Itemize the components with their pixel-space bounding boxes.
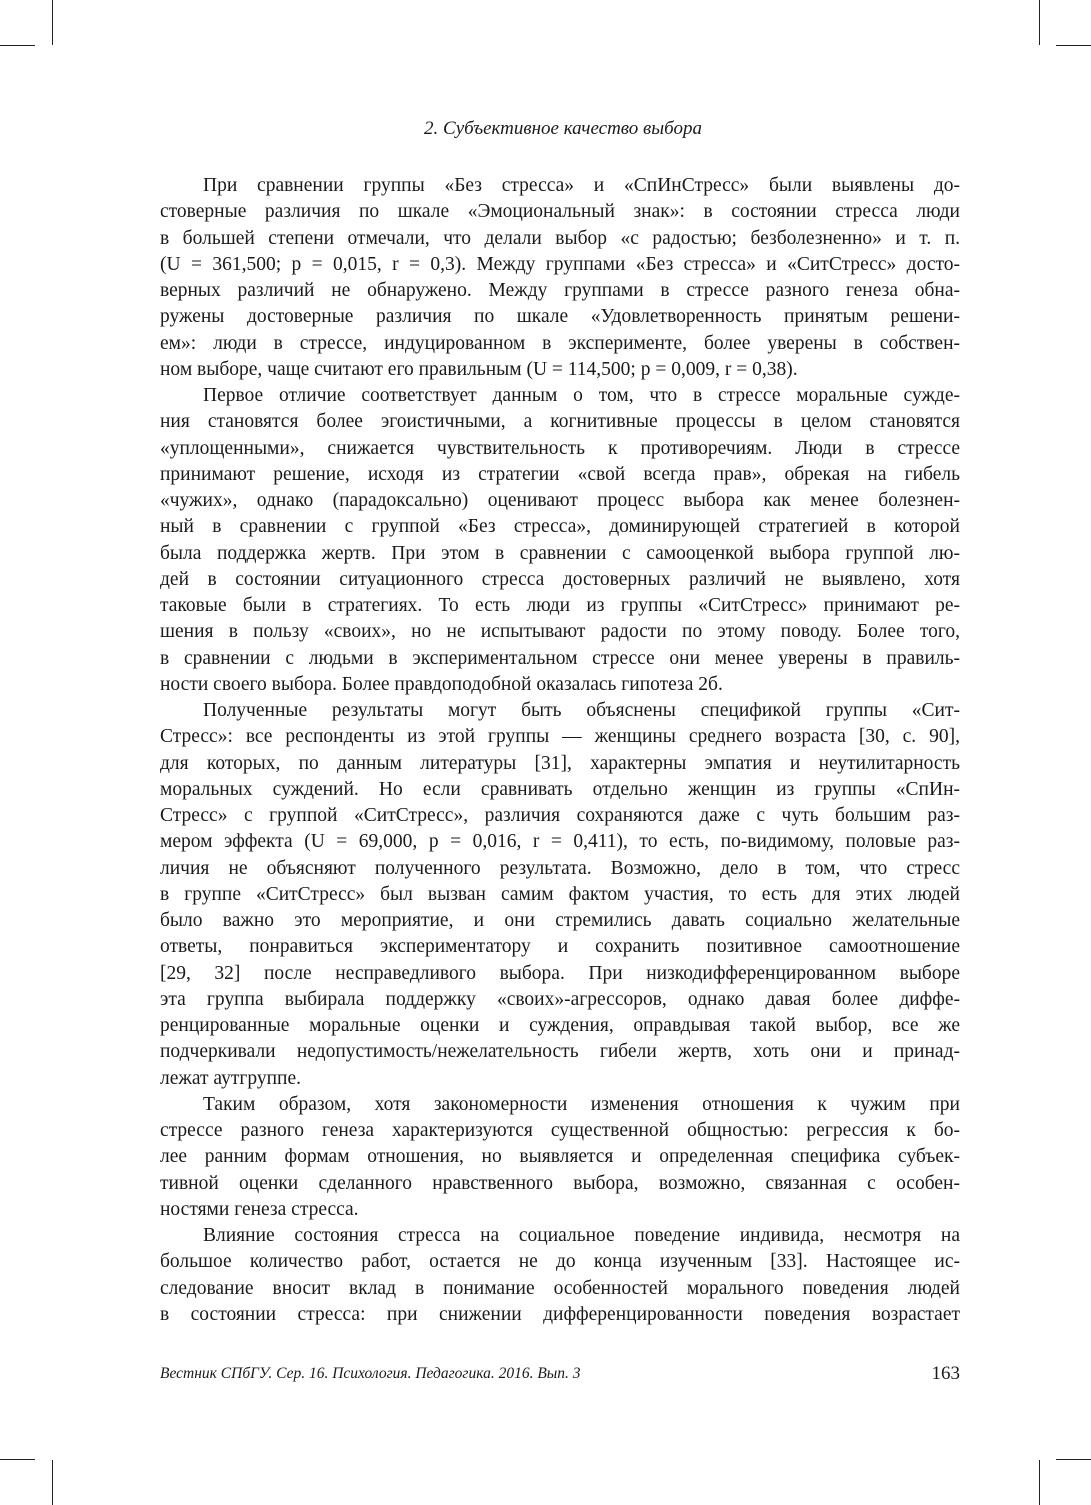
text-line: (U = 361,500; p = 0,015, r = 0,3). Между группами «Без стресса» и «СитСтресс» досто- — [160, 253, 960, 275]
text-line: ем»: люди в стрессе, индуцированном в эксперименте, более уверены в собствен- — [160, 332, 960, 354]
page-number: 163 — [931, 1363, 960, 1384]
text-line: было важно это мероприятие, и они стремились давать социально желательные — [160, 910, 960, 931]
text-line: ренцированные моральные оценки и суждения, оправдывая такой выбор, все же — [160, 1015, 960, 1036]
text-line: в сравнении с людьми в экспериментальном стрессе они менее уверены в правиль- — [160, 647, 960, 669]
crop-mark — [0, 1459, 35, 1460]
text-line: подчеркивали недопустимость/нежелательность гибели жертв, хоть они и принад- — [160, 1041, 960, 1063]
paragraph — [160, 1223, 960, 1328]
text-line: Таким образом, хотя закономерности изменения отношения к чужим при — [203, 1093, 960, 1115]
crop-mark — [1056, 1459, 1091, 1460]
paragraph — [160, 173, 960, 383]
text-line: в группе «СитСтресс» был вызван самим фактом участия, то есть для этих людей — [160, 883, 960, 905]
text-line: принимают решение, исходя из стратегии «свой всегда прав», обрекая на гибель — [160, 463, 960, 485]
text-line: в большей степени отмечали, что делали выбор «с радостью; безболезненно» и т. п. — [160, 227, 960, 249]
text-line: мером эффекта (U = 69,000, p = 0,016, r = 0,411), то есть, по-видимому, половые раз- — [160, 831, 960, 853]
text-line: эта группа выбирала поддержку «своих»-агрессоров, однако давая более диффе- — [160, 988, 960, 1010]
text-line: Первое отличие соответствует данным о том, что в стрессе моральные сужде- — [203, 385, 960, 406]
text-line: шения в пользу «своих», но не испытывают радости по этому поводу. Более того, — [160, 621, 960, 643]
body-text — [160, 173, 960, 1328]
text-line: При сравнении группы «Без стресса» и «СпИнСтресс» были выявлены до- — [203, 175, 960, 196]
text-line: ответы, понравиться экспериментатору и сохранить позитивное самоотношение — [160, 936, 960, 958]
paragraph — [160, 698, 960, 1092]
crop-mark — [1056, 45, 1091, 46]
text-line: лежат аутгруппе. — [160, 1067, 301, 1089]
crop-mark — [1039, 1460, 1040, 1505]
crop-mark — [52, 0, 53, 45]
crop-mark — [0, 45, 35, 46]
running-head: 2. Субъективное качество выбора — [424, 118, 702, 139]
text-line: Стресс» с группой «СитСтресс», различия сохраняются даже с чуть большим раз- — [160, 805, 960, 826]
paragraph — [160, 383, 960, 698]
text-line: дей в состоянии ситуационного стресса достоверных различий не выявлено, хотя — [160, 568, 960, 590]
text-line: ния становятся более эгоистичными, а когнитивные процессы в целом становятся — [160, 411, 960, 433]
text-line: большое количество работ, остается не до конца изученным [33]. Настоящее ис- — [160, 1251, 960, 1273]
crop-mark — [52, 1460, 53, 1505]
text-line: ном выборе, чаще считают его правильным (U = 114,500; p = 0,009, r = 0,38). — [160, 358, 798, 380]
footer-journal-citation: Вестник СПбГУ. Сер. 16. Психология. Педагогика. 2016. Вып. 3 — [160, 1365, 581, 1382]
text-line: следование вносит вклад в понимание особенностей морального поведения людей — [160, 1277, 960, 1299]
text-line: стрессе разного генеза характеризуются существенной общностью: регрессия к бо- — [160, 1120, 960, 1141]
text-line: для которых, по данным литературы [31], характерны эмпатия и неутилитарность — [160, 752, 960, 774]
text-line: моральных суждений. Но если сравнивать отдельно женщин из группы «СпИн- — [160, 778, 960, 800]
text-line: ружены достоверные различия по шкале «Удовлетворенность принятым решени- — [160, 306, 960, 328]
text-line: стоверные различия по шкале «Эмоциональный знак»: в состоянии стресса люди — [160, 201, 960, 223]
text-line: лее ранним формам отношения, но выявляется и определенная специфика субъек- — [160, 1146, 960, 1168]
text-line: «чужих», однако (парадоксально) оценивают процесс выбора как менее болезнен- — [160, 490, 960, 511]
text-line: Полученные результаты могут быть объяснены спецификой группы «Сит- — [203, 700, 960, 721]
text-line: Стресс»: все респонденты из этой группы — женщины среднего возраста [30, с. 90], — [160, 726, 960, 748]
crop-mark — [1039, 0, 1040, 45]
text-line: ный в сравнении с группой «Без стресса», доминирующей стратегией в которой — [160, 516, 960, 538]
text-line: «уплощенными», снижается чувствительность к противоречиям. Люди в стрессе — [160, 437, 960, 459]
text-line: таковые были в стратегиях. То есть люди из группы «СитСтресс» принимают ре- — [160, 595, 960, 616]
paragraph — [160, 1092, 960, 1223]
text-line: тивной оценки сделанного нравственного выбора, возможно, связанная с особен- — [160, 1172, 960, 1194]
text-line: верных различий не обнаружено. Между группами в стрессе разного генеза обна- — [160, 280, 960, 301]
text-line: была поддержка жертв. При этом в сравнении с самооценкой выбора группой лю- — [160, 542, 960, 564]
text-line: в состоянии стресса: при снижении дифференцированности поведения возрастает — [160, 1303, 960, 1325]
text-line: ностями генеза стресса. — [160, 1198, 359, 1220]
text-line: Влияние состояния стресса на социальное поведение индивида, несмотря на — [203, 1225, 960, 1246]
text-line: [29, 32] после несправедливого выбора. При низкодифференцированном выборе — [160, 962, 960, 984]
text-line: ности своего выбора. Более правдоподобной оказалась гипотеза 2б. — [160, 673, 723, 695]
text-line: личия не объясняют полученного результата. Возможно, дело в том, что стресс — [160, 857, 960, 879]
